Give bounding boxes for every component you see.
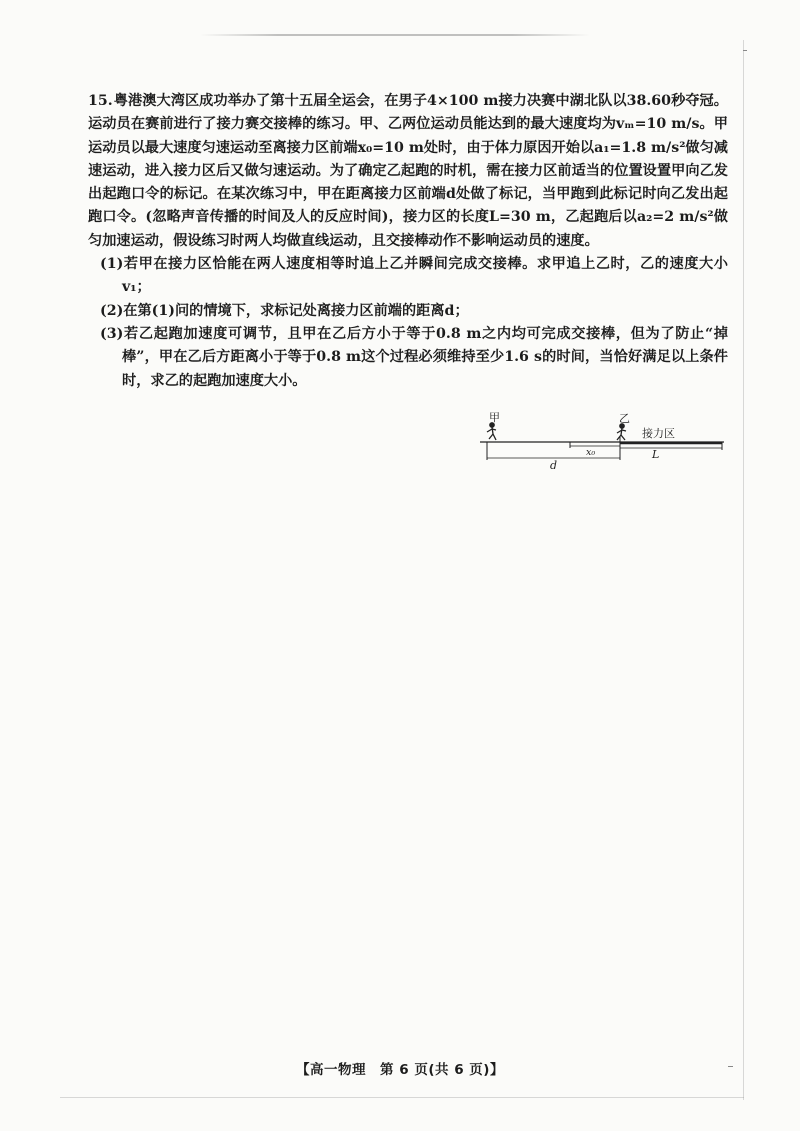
scan-mark bbox=[728, 1066, 733, 1067]
scan-edge-top bbox=[200, 34, 590, 36]
problem-15 bbox=[88, 90, 728, 393]
sub-question-2: (2)在第(1)问的情境下，求标记处离接力区前端的距离d； bbox=[100, 302, 469, 319]
scan-edge-right bbox=[743, 40, 744, 1100]
sub-question-3: (3)若乙起跑加速度可调节，且甲在乙后方小于等于0.8 m之内均可完成交接棒，但为了防止“掉棒”，甲在乙后方距离小于等于0.8 m这个过程必须维持至少1.6 s的时间，当恰好满足以上条件时，求乙的起跑加速度大小。 bbox=[100, 325, 728, 389]
problem-intro-text: 粤港澳大湾区成功举办了第十五届全运会，在男子4×100 m接力决赛中湖北队以38.60秒夺冠。运动员在赛前进行了接力赛交接棒的练习。甲、乙两位运动员能达到的最大速度均为vₘ=10 m/s。甲运动员以最大速度匀速运动至离接力区前端x₀=10 m处时，由于体力原因开始以a₁=1.8 m/s²做匀减速运动，进入接力区后又做匀速运动。为了确定乙起跑的时机，需在接力区前适当的位置设置甲向乙发出起跑口令的标记。在某次练习中，甲在距离接力区前端d处做了标记，当甲跑到此标记时向乙发出起跑口令。(忽略声音传播的时间及人的反应时间)，接力区的长度L=30 m，乙起跑后以a₂=2 m/s²做匀加速运动，假设练习时两人均做直线运动，且交接棒动作不影响运动员的速度。 bbox=[88, 93, 728, 249]
sub-question-1: (1)若甲在接力区恰能在两人速度相等时追上乙并瞬间完成交接棒。求甲追上乙时，乙的速度大小v₁； bbox=[100, 256, 728, 296]
scan-edge-bottom bbox=[60, 1097, 744, 1098]
dimension-x0-label: x₀ bbox=[586, 447, 596, 458]
problem-number: 15. bbox=[88, 93, 113, 109]
scan-mark bbox=[743, 50, 747, 51]
runner-a-label: 甲 bbox=[489, 411, 500, 424]
runner-b-icon bbox=[617, 424, 626, 440]
dimension-d-label: d bbox=[550, 459, 558, 472]
problem-intro bbox=[88, 90, 728, 253]
dimension-L-label: L bbox=[652, 448, 660, 461]
page-footer: 【高一物理 第 6 页(共 6 页)】 bbox=[296, 1062, 504, 1078]
relay-diagram bbox=[480, 410, 730, 472]
runner-b-label: 乙 bbox=[619, 412, 630, 425]
runner-a-icon bbox=[487, 423, 496, 440]
relay-zone-label: 接力区 bbox=[642, 427, 675, 440]
